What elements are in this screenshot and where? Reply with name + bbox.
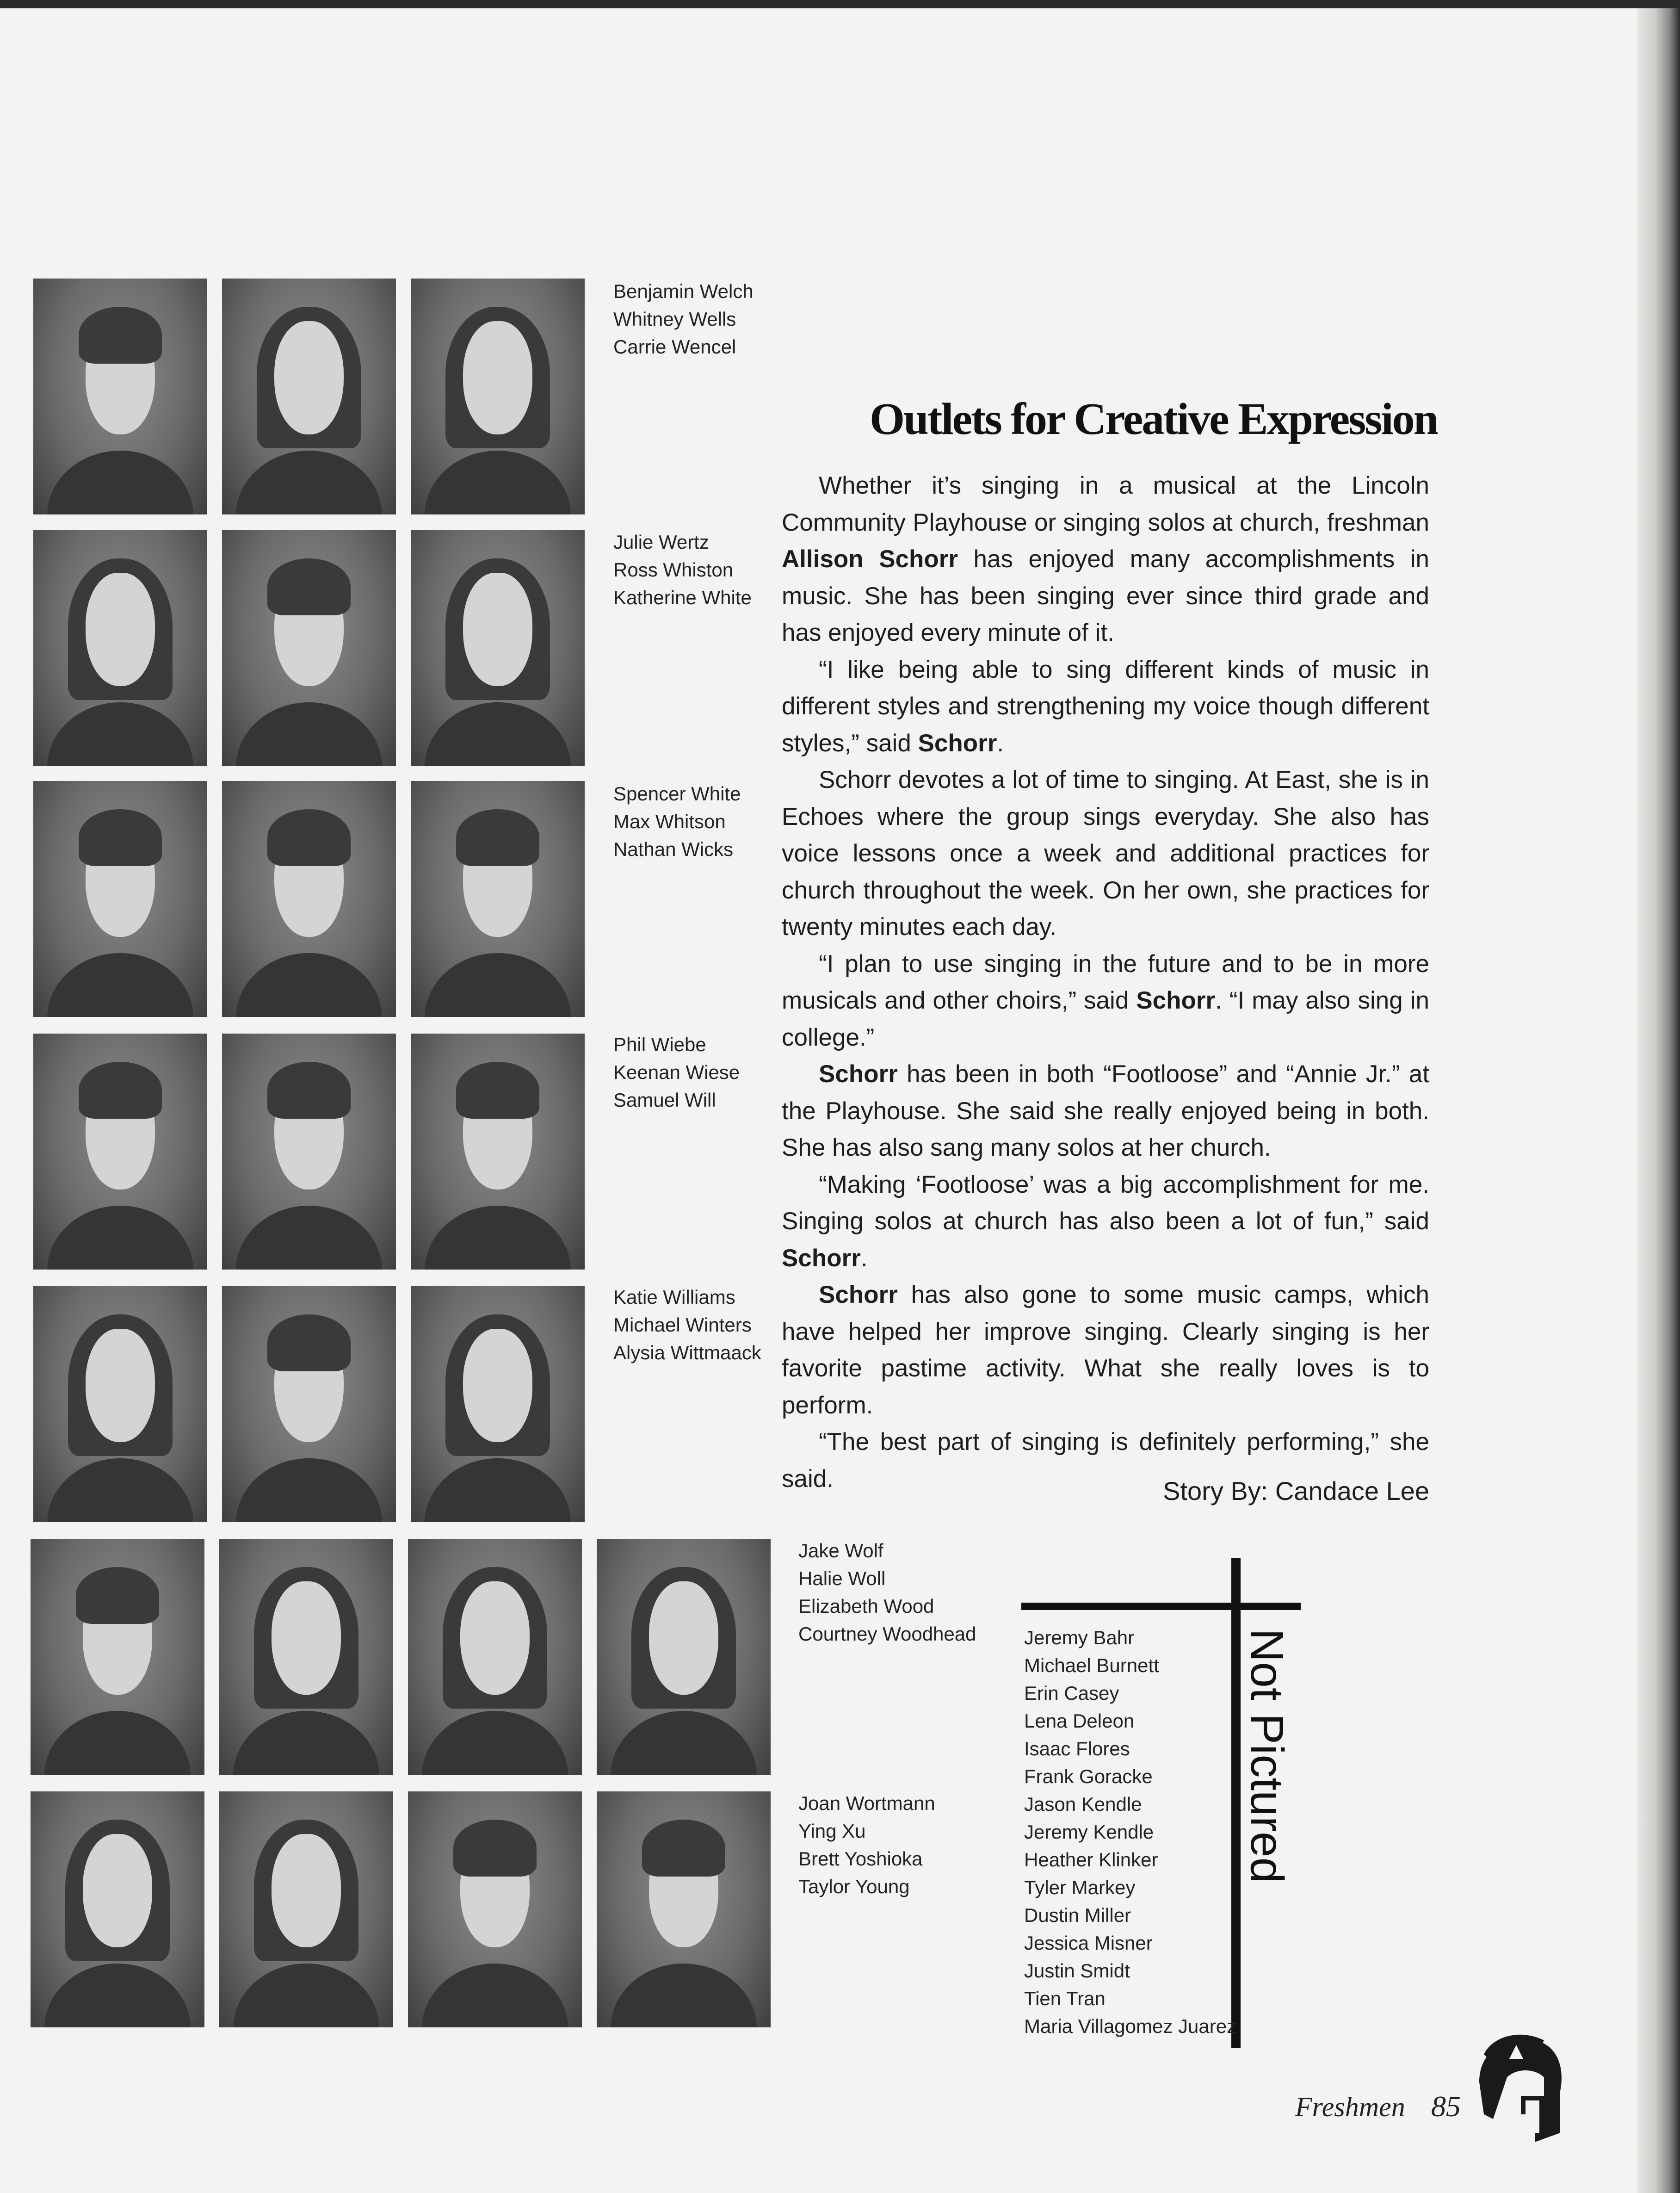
portrait-photo [411, 781, 585, 1017]
not-pictured-name: Maria Villagomez Juarez [1024, 2015, 1237, 2037]
text-run: “I plan to use singing in the future and to be in more musicals and other choirs,” said [782, 950, 1429, 1014]
page-number: 85 [1431, 2090, 1461, 2123]
article-paragraph: Schorr devotes a lot of time to singing. At East, she is in Echoes where the group sings everyday. She also has voice lessons once a week and additional practices for church throughout the week. On her own, she practices for twenty minutes each day. [782, 766, 1429, 941]
not-pictured-name: Lena Deleon [1024, 1710, 1135, 1732]
not-pictured-name: Jason Kendle [1024, 1793, 1142, 1815]
student-name: Joan Wortmann [798, 1792, 935, 1814]
student-name: Alysia Wittmaack [613, 1342, 761, 1363]
portrait-photo [408, 1539, 582, 1775]
not-pictured-name: Erin Casey [1024, 1682, 1119, 1704]
not-pictured-name: Michael Burnett [1024, 1654, 1159, 1676]
not-pictured-name: Heather Klinker [1024, 1849, 1158, 1871]
portrait-photo [222, 1034, 396, 1270]
portrait-photo [33, 1034, 207, 1270]
article-body [782, 467, 1429, 1497]
article-paragraph [782, 1276, 1429, 1424]
not-pictured-heading [1241, 1629, 1293, 1999]
student-highlight: Schorr [1136, 987, 1216, 1014]
text-run: . [860, 1244, 868, 1272]
portrait-photo [31, 1539, 204, 1775]
portrait-photo [222, 530, 396, 766]
student-name: Katie Williams [613, 1286, 735, 1308]
not-pictured-label: Not Pictured [1241, 1629, 1293, 1883]
name-list [613, 1031, 740, 1114]
not-pictured-name: Justin Smidt [1024, 1960, 1130, 1982]
not-pictured-name: Tien Tran [1024, 1988, 1106, 2009]
portrait-photo [597, 1539, 771, 1775]
student-name: Whitney Wells [613, 308, 736, 330]
name-list [613, 278, 754, 361]
not-pictured-name: Tyler Markey [1024, 1877, 1136, 1898]
portrait-photo [222, 1286, 396, 1522]
student-highlight: Schorr [819, 1281, 898, 1308]
student-highlight: Schorr [782, 1244, 861, 1272]
student-highlight: Allison Schorr [782, 545, 958, 573]
student-name: Katherine White [613, 587, 752, 608]
student-name: Elizabeth Wood [798, 1595, 934, 1617]
student-name: Michael Winters [613, 1314, 752, 1336]
not-pictured-name: Jeremy Kendle [1024, 1821, 1154, 1843]
name-list [798, 1790, 935, 1901]
portrait-photo [411, 530, 585, 766]
text-run: Whether it’s singing in a musical at the Lincoln Community Playhouse or singing solos at church, freshman [782, 472, 1429, 536]
student-name: Max Whitson [613, 811, 726, 832]
not-pictured-rule [1021, 1603, 1301, 1610]
portrait-photo [33, 530, 207, 766]
name-list [613, 1283, 761, 1367]
student-name: Keenan Wiese [613, 1061, 740, 1083]
student-name: Ying Xu [798, 1820, 866, 1842]
student-name: Samuel Will [613, 1089, 716, 1111]
spartan-helmet-logo [1465, 2026, 1567, 2147]
student-name: Julie Wertz [613, 531, 709, 553]
portrait-photo [222, 279, 396, 514]
name-list [798, 1537, 976, 1648]
section-label: Freshmen [1295, 2092, 1405, 2122]
text-run: has been in both “Footloose” and “Annie Jr.” at the Playhouse. She said she really enjoyed being in both. She has also sang many solos at her church. [782, 1060, 1429, 1161]
student-highlight: Schorr [918, 729, 997, 757]
article-paragraph [782, 946, 1429, 1056]
article-paragraph [782, 651, 1429, 762]
text-run: . “I may also sing in college.” [782, 987, 1429, 1051]
not-pictured-name: Dustin Miller [1024, 1904, 1131, 1926]
portrait-photo [219, 1539, 393, 1775]
text-run: “Making ‘Footloose’ was a big accomplishment for me. Singing solos at church has also been a lot of fun,” said [782, 1171, 1429, 1235]
student-name: Nathan Wicks [613, 838, 734, 860]
student-name: Carrie Wencel [613, 336, 736, 358]
story-byline: Story By: Candace Lee [1163, 1476, 1429, 1505]
not-pictured-name: Jessica Misner [1024, 1932, 1153, 1954]
not-pictured-list [1024, 1624, 1236, 2040]
article-paragraph: “The best part of singing is definitely performing,” she said. [782, 1428, 1429, 1493]
page-edge-shadow [1637, 8, 1680, 2193]
portrait-photo [411, 279, 585, 514]
portrait-photo [408, 1791, 582, 2027]
student-name: Spencer White [613, 783, 741, 805]
student-name: Jake Wolf [798, 1540, 883, 1561]
text-run: . [997, 729, 1004, 757]
text-run: “I like being able to sing different kinds of music in different styles and strengthening my voice though different styles,” said [782, 656, 1429, 757]
name-list [613, 780, 741, 863]
student-name: Phil Wiebe [613, 1034, 706, 1055]
student-highlight: Schorr [819, 1060, 898, 1088]
student-name: Benjamin Welch [613, 280, 754, 302]
portrait-photo [597, 1791, 771, 2027]
portrait-photo [219, 1791, 393, 2027]
portrait-photo [411, 1034, 585, 1270]
article-paragraph [782, 1056, 1429, 1166]
text-run: has also gone to some music camps, which have helped her improve singing. Clearly singing is her favorite pastime activity. What she really loves is to perform. [782, 1281, 1429, 1419]
portrait-photo [33, 279, 207, 514]
article-paragraph [782, 1166, 1429, 1277]
name-list [613, 528, 752, 612]
portrait-photo [33, 1286, 207, 1522]
student-name: Halie Woll [798, 1567, 886, 1589]
not-pictured-name: Frank Goracke [1024, 1766, 1153, 1787]
student-name: Taylor Young [798, 1876, 910, 1897]
not-pictured-name: Isaac Flores [1024, 1738, 1130, 1759]
student-name: Brett Yoshioka [798, 1848, 923, 1870]
portrait-photo [222, 781, 396, 1017]
text-run: has enjoyed many accomplishments in music. She has been singing ever since third grade and has enjoyed every minute of it. [782, 545, 1430, 646]
student-name: Ross Whiston [613, 559, 734, 581]
student-name: Courtney Woodhead [798, 1623, 976, 1645]
portrait-photo [31, 1791, 204, 2027]
portrait-photo [33, 781, 207, 1017]
portrait-photo [411, 1286, 585, 1522]
article-title: Outlets for Creative Expression [870, 394, 1438, 444]
not-pictured-name: Jeremy Bahr [1024, 1627, 1135, 1648]
article-paragraph [782, 467, 1429, 651]
